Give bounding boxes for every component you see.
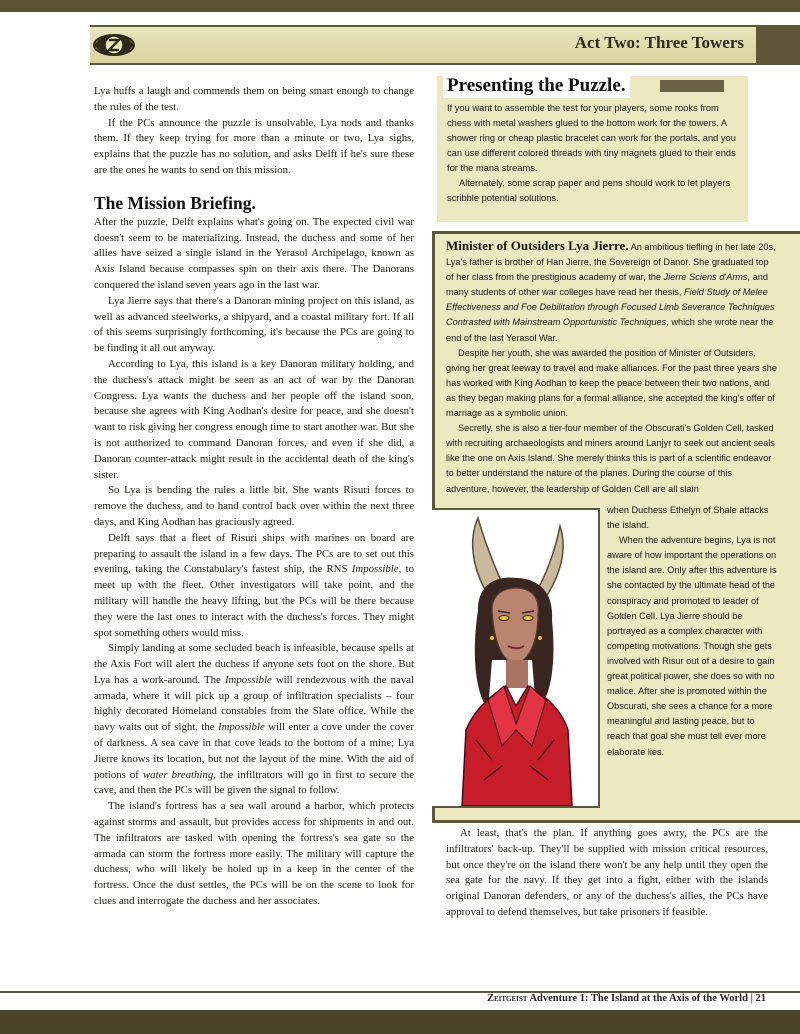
right-column [446, 826, 768, 921]
minister-sidebar-text-continued [607, 503, 777, 760]
paragraph: According to Lya, this island is a key Danoran military holding, and the duchess's attack might be seen as an act of war by the Danoran Congress. Lya wants the duchess and her people off the island soon, because she agrees with King Aodhan's desire for peace, and she doesn't want to risk giving her congress enough time to start another war. But she is not authorized to command Danoran forces, and even if she did, a Danoran counter-attack might result in the accidental death of the king's sister. [94, 357, 414, 481]
paragraph: Lya huffs a laugh and commends them on being smart enough to change the rules of the test. [94, 85, 414, 113]
puzzle-sidebar-text [447, 101, 739, 206]
thesis-title: Field Study of Melee Effectiveness and Foe Debilitation through Focused Limb Severance Techniques Contrasted with Mainstream Opportunistic Techniques [446, 287, 775, 328]
ship-name: Impossible [351, 563, 399, 576]
text-run: , which she wrote near the end of the last Yerasol War. [446, 317, 774, 343]
paragraph: So Lya is bending the rules a little bit. She wants Risuri forces to remove the duchess, and to hand control back over within the next three days, and King Aodhan has graciously agreed. [94, 484, 414, 528]
text-run: will rendezvous with the naval armada, where it will pick up a group of infiltration specialists – four highly decorated Homeland constables from the Slate office. While the navy waits out of sight, the [94, 673, 414, 734]
text-run: will enter a cove under the cover of darkness. A sea cave in that cove leads to the bottom of a mine; Lya Jierre knows its location, but not the layout of the mine. With the aid of potions of [94, 721, 414, 781]
left-column [94, 84, 414, 910]
text-run: Delft says that a fleet of Risuri ships with marines on board are preparing to assault the island in a few days. The PCs are to set out this evening, taking the Constabulary's fastest ship, the RNS [94, 531, 414, 576]
paragraph: Lya Jierre says that there's a Danoran mining project on this island, as well as advanced steelworks, a shipyard, and a coastal military fort. If all of this seems surprisingly forthcoming, it's because the PCs are going to be finding it all out anyway. [94, 294, 414, 355]
footer-band [0, 1010, 800, 1034]
ship-name: Impossible [224, 673, 272, 686]
header-end-block [756, 27, 800, 63]
paragraph: After the puzzle, Delft explains what's going on. The expected civil war doesn't seem to be materializing. Instead, the duchess and some of her allies have seized a single island in the Yerasol Archipelago, known as Axis Island because compasses spin on their axis there. The Danorans conquered the island seven years ago in the last war. [94, 215, 414, 291]
school-name: Jierre Sciens d'Arms [663, 272, 748, 283]
paragraph: when Duchess Ethelyn of Shale attacks the island. [607, 505, 769, 531]
paragraph: When the adventure begins, Lya is not aware of how important the operations on the island are. Only after this adventure is she contacted by the ultimate head of the conspiracy and promoted to leader of Golden Cell. Lya Jierre should be portrayed as a complex character with competing motivations. Though she gets involved with Risur out of a desire to gain great political power, she does so with no malice. After she is promoted within the Obscurati, she sees a chance for a more meaningful and lasting peace, but to reach that goal she must tell ever more elaborate lies. [607, 535, 777, 757]
paragraph: Alternately, some scrap paper and pens should work to let players scribble potential solutions. [447, 178, 731, 203]
paragraph [94, 531, 414, 642]
footer-separator: | [747, 993, 756, 1004]
paragraph: If you want to assemble the test for your players, some rooks from chess with metal washers glued to the bottom work for the towers. A shower ring or cheap plastic bracelet can work for the portals, and you can use different colored threads with tiny magnets glued to their ends for the mana streams. [447, 103, 736, 173]
ship-name: Impossible [217, 721, 265, 734]
zeitgeist-logo-icon [92, 30, 136, 60]
section-heading: The Mission Briefing. [94, 192, 256, 213]
paragraph: Despite her youth, she was awarded the position of Minister of Outsiders, giving her great leeway to travel and make alliances. For the past three years she has worked with King Aodhan to keep the peace between their two nations, and as they began making plans for a formal alliance, she accepted the king's offer of marriage as a symbolic union. [446, 347, 777, 419]
lya-jierre-portrait [432, 508, 600, 808]
text-run: , to meet up with the fleet. Other investigators will take point, and the military will handle the heavy lifting, but the PCs will be there because they were the last ones to interact with the duchess's forces. They might spot something others would miss. [94, 563, 415, 639]
title-accent-bar [660, 80, 724, 92]
text-run: , the infiltrators will go in first to secure the cave, and then the PCs will be given the signal to follow. [94, 768, 414, 797]
paragraph: The island's fortress has a sea wall around a harbor, which protects against storms and assault, but provides access for shipments in and out. The infiltrators are tasked with opening the fortress's sea gate so the armada can storm the fortress more easily. The military will capture the duchess, who will likely be holed up in a keep in the center of the fortress. Once the dust settles, the PCs will be on the scene to look for clues and interrogate the duchess and her associates. [94, 800, 414, 908]
paragraph [94, 641, 414, 799]
footer-text [487, 993, 766, 1004]
footer-title: Adventure 1: The Island at the Axis of the World [527, 993, 748, 1004]
act-title: Act Two: Three Towers [574, 33, 744, 52]
paragraph [446, 238, 777, 346]
header-bar [90, 25, 800, 65]
text-run: , and many students of other war colleges have read her thesis, [446, 272, 768, 298]
paragraph: At least, that's the plan. If anything goes awry, the PCs are the infiltrators' back-up. They'll be supplied with mission critical resources, but once they're on the island there won't be any help until they open the sea gate for the navy. If they get into a fight, either with the islands original Danoran defenders, or any of the duchess's allies, the PCs have approval to defend themselves, but take prisoners if feasible. [446, 827, 768, 918]
paragraph: Secretly, she is also a tier-four member of the Obscurati's Golden Cell, tasked with recruiting archaeologists and miners around Lanjyr to seek out ancient seals like the one on Axis Island. She merely thinks this is part of a scientific endeavor to better understand the nature of the planes. During the course of this adventure, however, the leadership of Golden Cell are all slain [446, 423, 775, 494]
puzzle-sidebar-title: Presenting the Puzzle. [443, 74, 630, 98]
footer-brand: Zeitgeist [486, 993, 528, 1004]
minister-sidebar-text [446, 238, 777, 497]
header-top-band [0, 0, 800, 12]
text-run: An ambitious tiefling in her late 20s, Lya's father is brother of Han Jierre, the Sovereign of Danor. She graduated top of her class from the prestigious academy of war, the [446, 242, 776, 283]
page-number: 21 [755, 993, 766, 1004]
potion-name: water breathing [142, 768, 214, 781]
text-run: Simply landing at some secluded beach is infeasible, because spells at the Axis Fort will alert the duchess if anyone sets foot on the shore. But Lya has a work-around. The [94, 642, 414, 686]
sidebar-lead-title: Minister of Outsiders Lya Jierre. [446, 238, 629, 253]
paragraph: If the PCs announce the puzzle is unsolvable, Lya nods and thanks them. If they keep trying for more than a minute or two, Lya sighs, explains that the puzzle has no solution, and asks Delft if he's sure these are the ones he wants to send on this mission. [94, 116, 414, 176]
